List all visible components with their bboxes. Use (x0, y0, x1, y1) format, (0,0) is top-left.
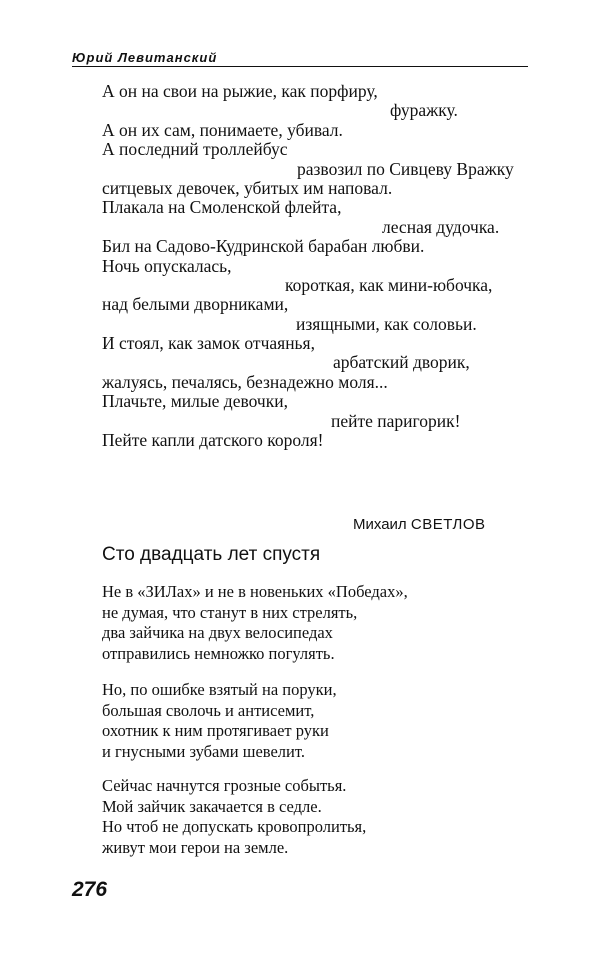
running-head: Юрий Левитанский (72, 50, 218, 65)
poem-line: живут мои герои на земле. (102, 837, 289, 857)
poem-line: Бил на Садово-Кудринской барабан любви. (102, 236, 425, 257)
poem-line: Ночь опускалась, (102, 255, 232, 276)
poem-line: Мой зайчик закачается в седле. (102, 796, 322, 816)
poem-line: не думая, что станут в них стрелять, (102, 602, 358, 622)
page-number: 276 (72, 878, 108, 901)
poem-line: два зайчика на двух велосипедах (102, 623, 333, 642)
header-rule (72, 66, 528, 67)
poem-line: И стоял, как замок отчаянья, (102, 333, 315, 354)
poem-line: Не в «ЗИЛах» и не в новеньких «Победах», (102, 582, 408, 601)
poem-line: Сейчас начнутся грозные событья. (102, 776, 347, 795)
poem-line: Плакала на Смоленской флейта, (102, 197, 342, 218)
poem-line: короткая, как мини-юбочка, (285, 274, 493, 295)
poem-levitansky (102, 82, 532, 450)
poem-line: развозил по Сивцеву Вражку (297, 158, 514, 179)
poem-line: А он их сам, понимаете, убивал. (102, 119, 343, 140)
poem-line: изящными, как соловьи. (296, 313, 477, 334)
poem-line: отправились немножко погулять. (102, 643, 335, 663)
poem-line: пейте паригорик! (331, 410, 461, 431)
poem-line: ситцевых девочек, убитых им наповал. (102, 177, 393, 198)
poem-line: Но, по ошибке взятый на поруки, (102, 680, 337, 699)
stanza (102, 776, 532, 858)
stanza (102, 582, 532, 664)
poem-line: А последний троллейбус (102, 139, 288, 160)
poem-line: фуражку. (390, 100, 458, 121)
poem-line: Плачьте, милые девочки, (102, 391, 288, 412)
poem-line: жалуясь, печалясь, безнадежно моля... (102, 371, 388, 392)
poem-line: охотник к ним протягивает руки (102, 721, 329, 740)
poem-line: арбатский дворик, (333, 352, 470, 373)
poem-line: лесная дудочка. (382, 216, 500, 237)
poem-title: Сто двадцать лет спустя (102, 544, 321, 565)
stanza (102, 680, 532, 762)
author-name (353, 516, 486, 533)
poem-line: А он на свои на рыжие, как порфиру, (102, 81, 378, 101)
poem-line: над белыми дворниками, (102, 294, 289, 315)
author-surname: СВЕТЛОВ (410, 516, 486, 533)
poem-line: Но чтоб не допускать кровопролитья, (102, 817, 367, 836)
poem-line: и гнусными зубами шевелит. (102, 741, 305, 761)
poem-line: Пейте капли датского короля! (102, 430, 324, 451)
author-first-name: Михаил (353, 516, 407, 533)
poem-line: большая сволочь и антисемит, (102, 700, 315, 720)
